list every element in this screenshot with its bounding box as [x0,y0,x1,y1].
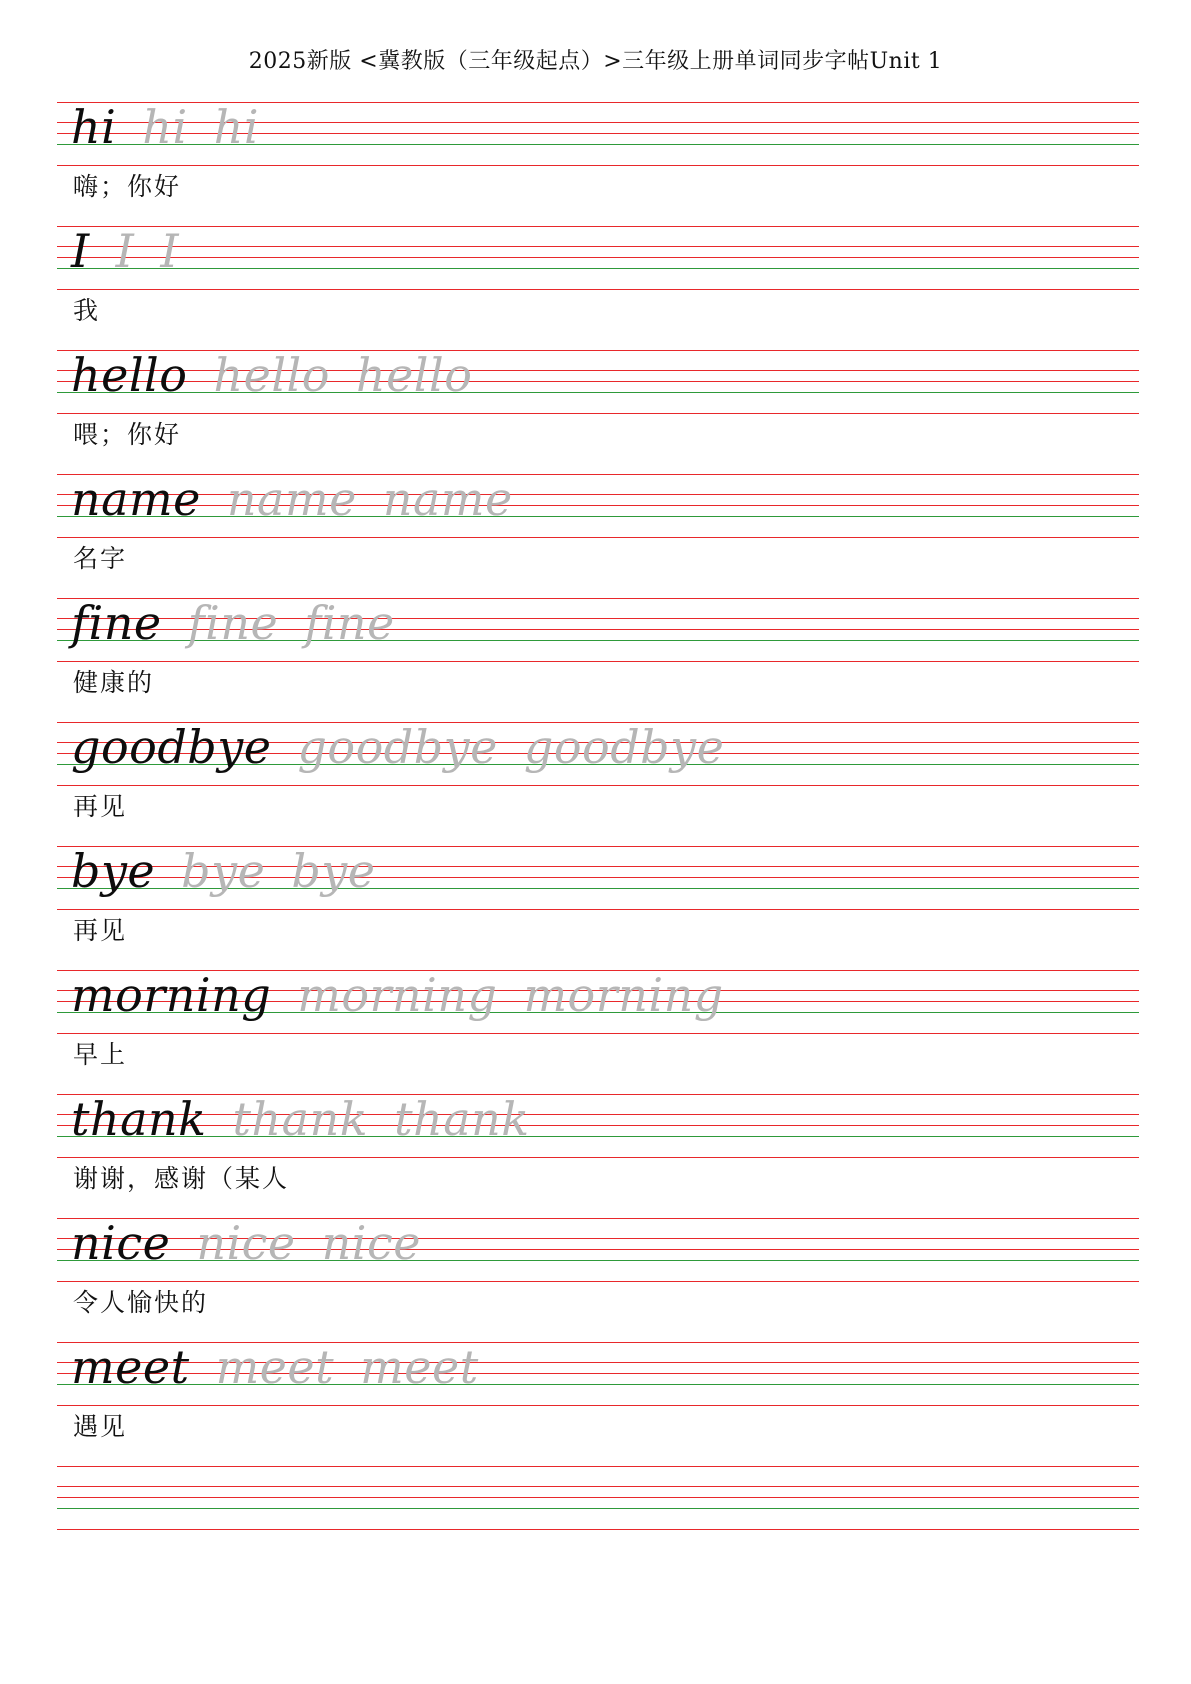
trace-word: hello [355,348,473,402]
vocab-word: fine [71,596,162,650]
word-entry [57,846,1139,970]
vocab-word: meet [71,1340,190,1394]
vocab-word: name [71,472,201,526]
word-row [71,474,513,538]
word-row [71,846,375,910]
word-meaning: 早上 [73,1040,128,1069]
word-meaning: 喂；你好 [73,420,182,449]
vocab-word: I [71,224,90,278]
trace-word: bye [291,844,376,898]
word-entry [57,226,1139,350]
trace-word: morning [297,968,498,1022]
word-row [71,598,395,662]
word-row [71,722,724,786]
trace-word: goodbye [297,720,498,774]
vocab-word: morning [71,968,272,1022]
trace-word: nice [196,1216,296,1270]
word-meaning: 遇见 [73,1412,128,1441]
word-entry [57,1218,1139,1342]
guide-line-upper [57,257,1139,258]
guide-line-top [57,1466,1139,1467]
word-meaning: 嗨；你好 [73,172,182,201]
guide-line-bottom [57,1529,1139,1530]
word-meaning: 谢谢，感谢（某人 [73,1164,290,1193]
word-row [71,970,724,1034]
base-line [57,268,1139,269]
worksheet [57,0,1139,1684]
word-entry [57,102,1139,226]
trace-word: fine [187,596,279,650]
trace-word: name [382,472,513,526]
word-entry [57,722,1139,846]
guide-line-mid [57,246,1139,247]
word-entry [57,350,1139,474]
word-meaning: 名字 [73,544,128,573]
trace-word: I [115,224,135,278]
word-row [71,102,259,166]
word-entry [57,474,1139,598]
vocab-word: bye [71,844,156,898]
word-meaning: 再见 [73,916,128,945]
trace-word: goodbye [523,720,725,774]
trace-word: thank [394,1092,530,1146]
guide-line-top [57,226,1139,227]
vocab-word: thank [71,1092,207,1146]
word-row [71,350,472,414]
vocab-word: hello [71,348,188,402]
blank-practice-lines [57,1466,1139,1536]
trace-word: morning [523,968,724,1022]
word-meaning: 我 [73,296,101,325]
trace-word: hi [213,100,260,154]
word-entry [57,970,1139,1094]
vocab-word: goodbye [71,720,272,774]
base-line [57,1508,1139,1509]
word-entry [57,1094,1139,1218]
guide-line-mid [57,1486,1139,1487]
word-entry [57,1342,1139,1466]
word-row [71,1094,530,1158]
trace-word: meet [215,1340,335,1394]
trace-word: hello [213,348,330,402]
word-meaning: 健康的 [73,668,155,697]
page-title: 2025新版 <冀教版（三年级起点）>三年级上册单词同步字帖Unit 1 [248,49,943,74]
vocab-word: nice [71,1216,171,1270]
word-meaning: 再见 [73,792,128,821]
trace-word: hi [142,100,188,154]
trace-word: nice [321,1216,421,1270]
trace-word: meet [360,1340,479,1394]
word-entry [57,598,1139,722]
guide-line-bottom [57,289,1139,290]
guide-line-upper [57,1497,1139,1498]
trace-word: I [160,224,180,278]
trace-word: name [226,472,357,526]
trace-word: fine [304,596,395,650]
vocab-word: hi [71,100,117,154]
trace-word: thank [232,1092,369,1146]
word-row [71,1342,479,1406]
word-row [71,1218,421,1282]
trace-word: bye [181,844,266,898]
word-meaning: 令人愉快的 [73,1288,209,1317]
word-row [71,226,179,290]
